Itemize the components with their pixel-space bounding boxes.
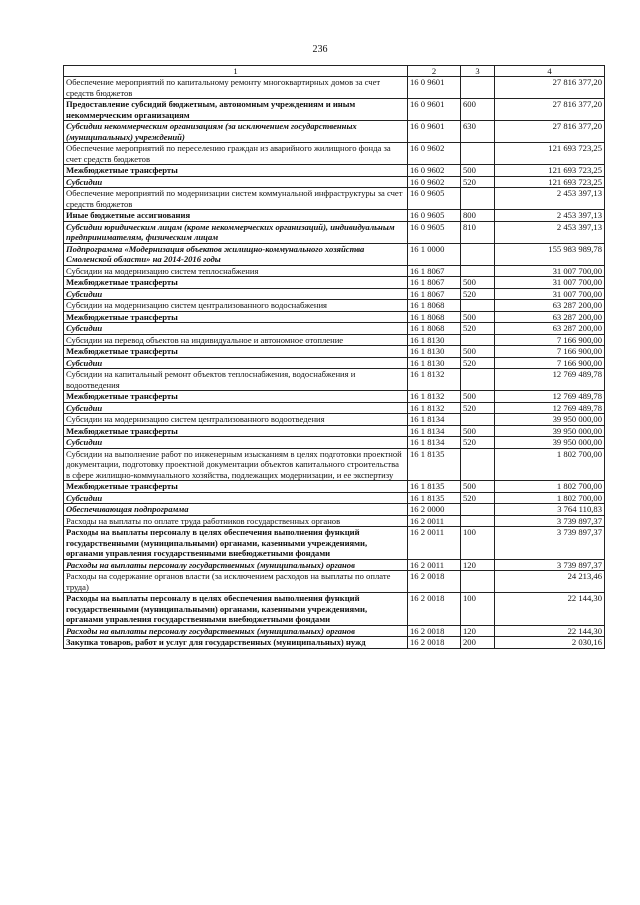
- row-type-cell: 100: [461, 593, 495, 626]
- row-type-cell: 500: [461, 425, 495, 437]
- table-row: [64, 402, 605, 414]
- row-sum-cell: 7 166 900,00: [495, 346, 605, 358]
- row-name-cell: Субсидии на выполнение работ по инженерным изысканиям в целях подготовки проектной документации, подготовку проектной документации объектов капитального строительства в сфере жилищно-коммунального хозяйства, подлежащих модернизации, и ее экспертизу: [64, 448, 408, 481]
- row-type-cell: 520: [461, 437, 495, 449]
- row-sum-cell: 155 983 989,78: [495, 243, 605, 265]
- row-type-cell: [461, 369, 495, 391]
- table-row: [64, 176, 605, 188]
- table-row: [64, 527, 605, 560]
- row-type-cell: [461, 265, 495, 277]
- row-type-cell: 520: [461, 357, 495, 369]
- row-name-cell: Обеспечение мероприятий по капитальному ремонту многоквартирных домов за счет средств бюджетов: [64, 77, 408, 99]
- row-name-cell: Межбюджетные трансферты: [64, 391, 408, 403]
- row-code-cell: 16 2 0018: [408, 625, 461, 637]
- row-sum-cell: 22 144,30: [495, 593, 605, 626]
- table-row: [64, 77, 605, 99]
- row-code-cell: 16 2 0018: [408, 571, 461, 593]
- row-type-cell: 520: [461, 492, 495, 504]
- row-name-cell: Субсидии на модернизацию систем централизованного водоснабжения: [64, 300, 408, 312]
- row-sum-cell: 3 764 110,83: [495, 504, 605, 516]
- table-row: [64, 221, 605, 243]
- table-row: [64, 515, 605, 527]
- row-sum-cell: 39 950 000,00: [495, 437, 605, 449]
- row-type-cell: 520: [461, 176, 495, 188]
- row-type-cell: 500: [461, 311, 495, 323]
- row-code-cell: 16 1 8132: [408, 402, 461, 414]
- row-code-cell: 16 1 8068: [408, 323, 461, 335]
- row-sum-cell: 12 769 489,78: [495, 402, 605, 414]
- row-type-cell: [461, 300, 495, 312]
- row-name-cell: Обеспечение мероприятий по модернизации систем коммунальной инфраструктуры за счет средств бюджетов: [64, 188, 408, 210]
- row-code-cell: 16 0 9605: [408, 188, 461, 210]
- row-name-cell: Расходы на выплаты персоналу в целях обеспечения выполнения функций государственными (муниципальными) органами, казенными учреждениями, органами управления государственными внебюджетными фондами: [64, 593, 408, 626]
- row-code-cell: 16 2 0011: [408, 527, 461, 560]
- row-code-cell: 16 0 9605: [408, 210, 461, 222]
- row-sum-cell: 12 769 489,78: [495, 391, 605, 403]
- row-name-cell: Межбюджетные трансферты: [64, 311, 408, 323]
- row-type-cell: [461, 243, 495, 265]
- row-sum-cell: 39 950 000,00: [495, 425, 605, 437]
- row-sum-cell: 39 950 000,00: [495, 414, 605, 426]
- row-sum-cell: 121 693 723,25: [495, 176, 605, 188]
- row-name-cell: Обеспечивающая подпрограмма: [64, 504, 408, 516]
- table-row: [64, 448, 605, 481]
- row-code-cell: 16 2 0018: [408, 637, 461, 649]
- row-name-cell: Межбюджетные трансферты: [64, 346, 408, 358]
- row-sum-cell: 2 453 397,13: [495, 188, 605, 210]
- table-row: [64, 143, 605, 165]
- row-type-cell: [461, 334, 495, 346]
- row-code-cell: 16 1 8134: [408, 414, 461, 426]
- table-row: [64, 210, 605, 222]
- row-code-cell: 16 1 8067: [408, 265, 461, 277]
- row-code-cell: 16 1 8067: [408, 277, 461, 289]
- table-header-row: [64, 66, 605, 77]
- row-name-cell: Субсидии: [64, 492, 408, 504]
- row-sum-cell: 3 739 897,37: [495, 527, 605, 560]
- row-name-cell: Расходы на выплаты по оплате труда работников государственных органов: [64, 515, 408, 527]
- row-code-cell: 16 1 8132: [408, 391, 461, 403]
- row-sum-cell: 27 816 377,20: [495, 121, 605, 143]
- row-sum-cell: 2 030,16: [495, 637, 605, 649]
- table-row: [64, 637, 605, 649]
- table-row: [64, 571, 605, 593]
- row-code-cell: 16 1 8134: [408, 437, 461, 449]
- row-type-cell: 800: [461, 210, 495, 222]
- row-type-cell: [461, 448, 495, 481]
- row-code-cell: 16 0 9601: [408, 121, 461, 143]
- table-row: [64, 559, 605, 571]
- row-name-cell: Субсидии: [64, 357, 408, 369]
- row-code-cell: 16 1 8135: [408, 448, 461, 481]
- row-name-cell: Расходы на выплаты персоналу государственных (муниципальных) органов: [64, 559, 408, 571]
- row-code-cell: 16 2 0011: [408, 559, 461, 571]
- table-row: [64, 323, 605, 335]
- row-code-cell: 16 0 9602: [408, 165, 461, 177]
- row-type-cell: 100: [461, 527, 495, 560]
- row-code-cell: 16 2 0018: [408, 593, 461, 626]
- row-type-cell: 520: [461, 288, 495, 300]
- table-row: [64, 288, 605, 300]
- row-name-cell: Субсидии: [64, 437, 408, 449]
- row-name-cell: Субсидии на перевод объектов на индивидуальное и автономное отопление: [64, 334, 408, 346]
- row-type-cell: 500: [461, 277, 495, 289]
- row-name-cell: Субсидии юридическим лицам (кроме некоммерческих организаций), индивидуальным предпринимателям, физическим лицам: [64, 221, 408, 243]
- row-name-cell: Субсидии: [64, 176, 408, 188]
- row-name-cell: Закупка товаров, работ и услуг для государственных (муниципальных) нужд: [64, 637, 408, 649]
- row-name-cell: Межбюджетные трансферты: [64, 425, 408, 437]
- row-type-cell: [461, 143, 495, 165]
- row-sum-cell: 31 007 700,00: [495, 288, 605, 300]
- row-type-cell: [461, 515, 495, 527]
- row-sum-cell: 24 213,46: [495, 571, 605, 593]
- table-row: [64, 311, 605, 323]
- row-type-cell: [461, 414, 495, 426]
- row-code-cell: 16 1 8132: [408, 369, 461, 391]
- row-name-cell: Субсидии: [64, 323, 408, 335]
- row-code-cell: 16 1 8135: [408, 481, 461, 493]
- row-name-cell: Межбюджетные трансферты: [64, 481, 408, 493]
- row-sum-cell: 1 802 700,00: [495, 481, 605, 493]
- table-row: [64, 414, 605, 426]
- row-code-cell: 16 1 8135: [408, 492, 461, 504]
- row-sum-cell: 1 802 700,00: [495, 448, 605, 481]
- table-row: [64, 492, 605, 504]
- row-code-cell: 16 0 9602: [408, 176, 461, 188]
- row-name-cell: Расходы на выплаты персоналу государственных (муниципальных) органов: [64, 625, 408, 637]
- row-name-cell: Предоставление субсидий бюджетным, автономным учреждениям и иным некоммерческим организациям: [64, 99, 408, 121]
- row-type-cell: [461, 504, 495, 516]
- table-row: [64, 369, 605, 391]
- row-sum-cell: 1 802 700,00: [495, 492, 605, 504]
- row-sum-cell: 63 287 200,00: [495, 323, 605, 335]
- row-sum-cell: 31 007 700,00: [495, 265, 605, 277]
- row-type-cell: 120: [461, 625, 495, 637]
- table-row: [64, 277, 605, 289]
- row-code-cell: 16 1 0000: [408, 243, 461, 265]
- row-type-cell: 810: [461, 221, 495, 243]
- row-name-cell: Межбюджетные трансферты: [64, 165, 408, 177]
- row-type-cell: 500: [461, 391, 495, 403]
- table-row: [64, 346, 605, 358]
- row-sum-cell: 27 816 377,20: [495, 77, 605, 99]
- row-sum-cell: 2 453 397,13: [495, 210, 605, 222]
- row-name-cell: Субсидии на модернизацию систем теплоснабжения: [64, 265, 408, 277]
- row-sum-cell: 22 144,30: [495, 625, 605, 637]
- row-sum-cell: 31 007 700,00: [495, 277, 605, 289]
- row-type-cell: 200: [461, 637, 495, 649]
- table-row: [64, 357, 605, 369]
- row-code-cell: 16 0 9601: [408, 99, 461, 121]
- row-name-cell: Субсидии: [64, 402, 408, 414]
- header-col-4: 4: [495, 66, 605, 77]
- row-code-cell: 16 1 8130: [408, 346, 461, 358]
- row-sum-cell: 121 693 723,25: [495, 165, 605, 177]
- row-type-cell: 600: [461, 99, 495, 121]
- table-row: [64, 625, 605, 637]
- row-type-cell: 520: [461, 402, 495, 414]
- row-type-cell: 520: [461, 323, 495, 335]
- row-code-cell: 16 0 9602: [408, 143, 461, 165]
- row-sum-cell: 63 287 200,00: [495, 311, 605, 323]
- row-type-cell: 630: [461, 121, 495, 143]
- row-code-cell: 16 0 9605: [408, 221, 461, 243]
- row-code-cell: 16 0 9601: [408, 77, 461, 99]
- row-name-cell: Иные бюджетные ассигнования: [64, 210, 408, 222]
- table-row: [64, 121, 605, 143]
- row-name-cell: Субсидии некоммерческим организациям (за исключением государственных (муниципальных) учреждений): [64, 121, 408, 143]
- row-name-cell: Межбюджетные трансферты: [64, 277, 408, 289]
- row-name-cell: Обеспечение мероприятий по переселению граждан из аварийного жилищного фонда за счет средств бюджетов: [64, 143, 408, 165]
- row-name-cell: Субсидии на модернизацию систем централизованного водоотведения: [64, 414, 408, 426]
- row-sum-cell: 63 287 200,00: [495, 300, 605, 312]
- header-col-2: 2: [408, 66, 461, 77]
- row-code-cell: 16 1 8068: [408, 311, 461, 323]
- row-type-cell: 500: [461, 165, 495, 177]
- row-code-cell: 16 1 8068: [408, 300, 461, 312]
- row-type-cell: [461, 188, 495, 210]
- row-type-cell: 500: [461, 481, 495, 493]
- row-code-cell: 16 2 0011: [408, 515, 461, 527]
- row-name-cell: Субсидии на капитальный ремонт объектов теплоснабжения, водоснабжения и водоотведения: [64, 369, 408, 391]
- row-type-cell: 120: [461, 559, 495, 571]
- row-code-cell: 16 1 8130: [408, 357, 461, 369]
- page-number: 236: [312, 44, 328, 55]
- table-row: [64, 300, 605, 312]
- row-sum-cell: 3 739 897,37: [495, 559, 605, 571]
- row-code-cell: 16 2 0000: [408, 504, 461, 516]
- table-body: [64, 77, 605, 649]
- row-name-cell: Расходы на выплаты персоналу в целях обеспечения выполнения функций государственными (муниципальными) органами, казенными учреждениями, органами управления государственными внебюджетными фондами: [64, 527, 408, 560]
- row-name-cell: Расходы на содержание органов власти (за исключением расходов на выплаты по оплате труда): [64, 571, 408, 593]
- table-row: [64, 593, 605, 626]
- row-name-cell: Подпрограмма «Модернизация объектов жилищно-коммунального хозяйства Смоленской области» на 2014-2016 годы: [64, 243, 408, 265]
- table-row: [64, 99, 605, 121]
- table-row: [64, 265, 605, 277]
- row-sum-cell: 3 739 897,37: [495, 515, 605, 527]
- row-code-cell: 16 1 8067: [408, 288, 461, 300]
- table-row: [64, 391, 605, 403]
- table-row: [64, 188, 605, 210]
- row-sum-cell: 121 693 723,25: [495, 143, 605, 165]
- row-sum-cell: 7 166 900,00: [495, 334, 605, 346]
- row-sum-cell: 27 816 377,20: [495, 99, 605, 121]
- table-row: [64, 481, 605, 493]
- row-code-cell: 16 1 8130: [408, 334, 461, 346]
- budget-table: [63, 65, 605, 649]
- table-row: [64, 165, 605, 177]
- row-name-cell: Субсидии: [64, 288, 408, 300]
- row-sum-cell: 7 166 900,00: [495, 357, 605, 369]
- table-row: [64, 437, 605, 449]
- row-sum-cell: 2 453 397,13: [495, 221, 605, 243]
- table-row: [64, 334, 605, 346]
- row-type-cell: [461, 77, 495, 99]
- row-sum-cell: 12 769 489,78: [495, 369, 605, 391]
- table-row: [64, 243, 605, 265]
- row-type-cell: 500: [461, 346, 495, 358]
- row-code-cell: 16 1 8134: [408, 425, 461, 437]
- table-row: [64, 504, 605, 516]
- row-type-cell: [461, 571, 495, 593]
- table-row: [64, 425, 605, 437]
- header-col-3: 3: [461, 66, 495, 77]
- header-col-1: 1: [64, 66, 408, 77]
